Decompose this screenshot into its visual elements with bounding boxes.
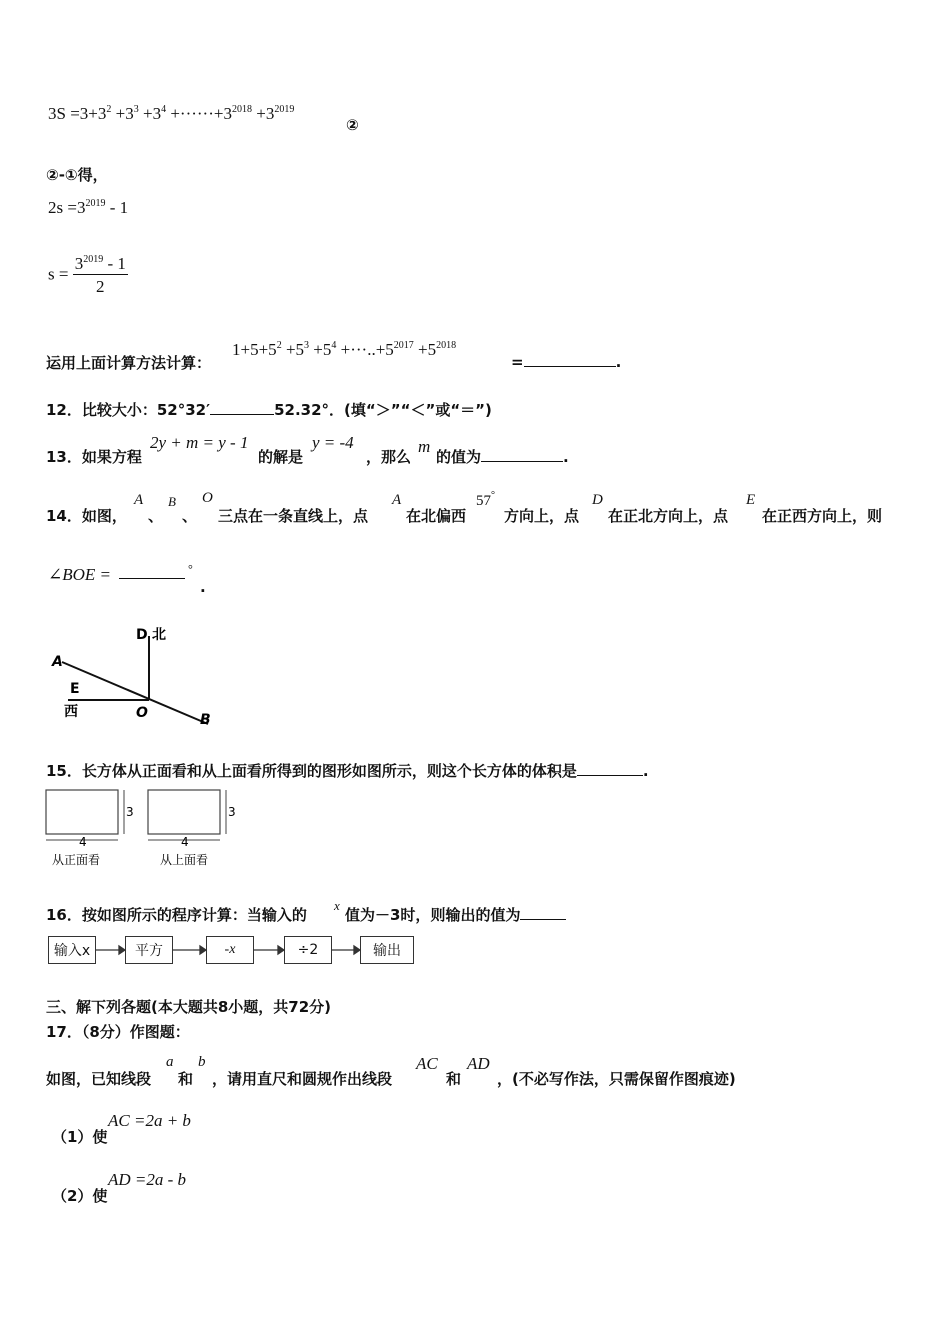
question-17-text-d: 和 [446,1070,462,1088]
fig-label-e: E [70,681,80,697]
question-13-suffix: 的值为 . [436,448,569,466]
separator: 、 [182,507,198,525]
sub-question-2-label: （2）使 [52,1187,108,1205]
equation-3s: $3S =3+3^2 +3^3 +3^4 +\cdot\cdot\cdot\cdot\cdot\cdot+3^{2018} +3^{2019}$ [48,104,295,123]
label-o: O [202,490,213,506]
fig-label-o: O [136,705,148,721]
top-view-caption: 从上面看 [160,853,209,867]
separator: 、 [148,507,164,525]
front-width-label: 4 [79,835,87,849]
angle-boe: ∠BOE = [48,565,112,584]
label-b: B [168,494,176,509]
question-13-mid2: ，那么 [366,448,412,466]
question-13-mid: 的解是 [258,448,304,466]
fig-label-b: B [200,712,211,728]
answer-blank[interactable] [210,400,274,415]
arrow-2-head [200,946,206,954]
question-14-prefix: 14．如图， [46,507,127,525]
question-17-text-b: 和 [178,1070,194,1088]
sub-question-2-equation: AD =2a - b [108,1170,187,1189]
arrow-3-head [278,946,284,954]
label-a2: A [392,492,402,508]
question-14-text-5: 在正西方向上，则 [762,507,883,525]
apply-answer: = . [511,353,622,371]
var-ad: AD [467,1054,490,1073]
views-figure [44,788,254,872]
line-ab [62,662,208,724]
flow-arrows [94,940,364,960]
flow-square-box: 平方 [125,936,173,964]
question-13-solution: y = -4 [312,433,354,452]
question-16-suffix: 值为－3时，则输出的值为 [345,904,566,925]
sub-question-1-equation: AC =2a + b [108,1111,191,1130]
top-width-label: 4 [181,835,189,849]
question-13-equation: 2y + m = y - 1 [150,433,249,452]
apply-text: 运用上面计算方法计算： [46,354,212,372]
front-view-caption: 从正面看 [52,853,101,867]
question-13-var: m [418,437,431,456]
fig-label-north: 北 [152,627,166,643]
equation-s: s = $\frac{3^{2019} - 1}{2}$ [48,254,126,296]
question-15: 15．长方体从正面看和从上面看所得到的图形如图所示，则这个长方体的体积是 . [46,762,649,780]
question-14-text-1: 三点在一条直线上，点 [218,507,369,525]
answer-blank[interactable] [577,761,643,776]
top-height-label: 3 [228,805,236,819]
angle-57: 57° [476,490,495,509]
fig-label-d: D [136,627,148,643]
question-17-text-a: 如图，已知线段 [46,1070,152,1088]
fig-label-west: 西 [64,704,78,720]
sub-question-1-label: （1）使 [52,1128,108,1146]
period: . [200,578,206,596]
question-17-title: 17．（8分）作图题： [46,1023,190,1041]
answer-blank[interactable] [481,447,563,462]
question-14-text-3: 方向上，点 [504,507,580,525]
front-height-label: 3 [126,805,134,819]
var-b: b [198,1054,206,1070]
flow-divide-box: ÷2 [284,936,332,964]
question-16-prefix: 16．按如图所示的程序计算：当输入的 [46,906,307,924]
direction-figure [48,620,223,732]
question-14-text-4: 在正北方向上，点 [608,507,729,525]
var-ac: AC [416,1054,438,1073]
var-a: a [166,1054,174,1070]
question-17-text-e: ，(不必写作法，只需保留作图痕迹) [497,1070,736,1088]
step-text: ②-①得， [46,166,108,184]
answer-blank[interactable] [520,905,566,920]
equation-mark-2: ② [346,116,359,134]
section-3-heading: 三、解下列各题(本大题共8小题，共72分) [46,998,332,1016]
apply-expression: $1+5+5^2 +5^3 +5^4 +\cdot\cdot\cdot..+5^{2017} +5^{2018}$ [232,340,457,359]
flow-output-box: 输出 [360,936,414,964]
degree-symbol: ° [188,562,193,576]
question-14-text-2: 在北偏西 [406,507,467,525]
question-12: 12．比较大小：52°32′ 52.32°．(填“＞”“＜”或“＝”) [46,401,492,419]
front-view-rect [46,790,118,834]
label-d: D [592,492,603,508]
arrow-4-head [354,946,360,954]
flow-negate-box: -x [206,936,254,964]
question-13-prefix: 13．如果方程 [46,448,142,466]
arrow-1-head [119,946,125,954]
label-e: E [746,492,756,508]
question-17-text-c: ，请用直尺和圆规作出线段 [212,1070,393,1088]
equation-2s: $2s =3^{2019} - 1$ [48,198,129,217]
top-view-rect [148,790,220,834]
answer-blank[interactable] [119,578,185,579]
label-a: A [134,492,144,508]
answer-blank[interactable] [524,352,616,367]
fig-label-a: A [52,654,63,670]
flow-input-box: 输入x [48,936,96,964]
question-16-var: x [334,898,340,913]
